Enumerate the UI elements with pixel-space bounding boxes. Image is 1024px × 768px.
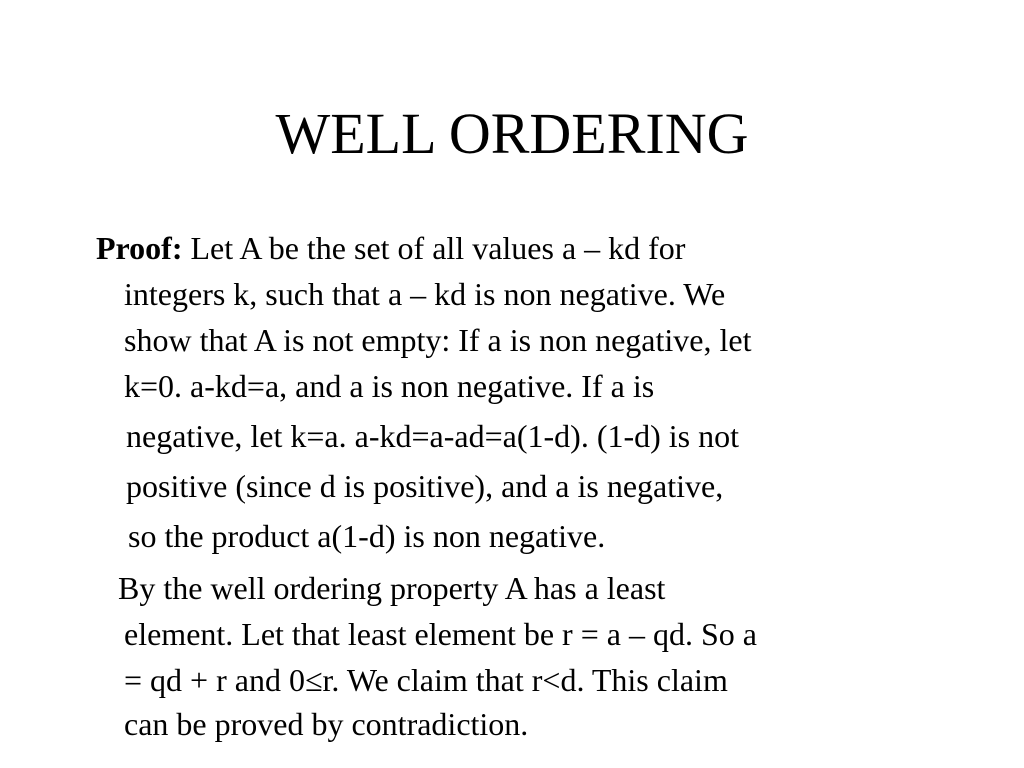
proof-line-1: Let A be the set of all values a – kd for: [190, 230, 686, 266]
para2-line-4: can be proved by contradiction.: [124, 706, 529, 742]
proof-line-5: negative, let k=a. a-kd=a-ad=a(1-d). (1-d) is not: [126, 418, 740, 454]
proof-line-3: show that A is not empty: If a is non negative, let: [124, 322, 752, 358]
proof-line-6: positive (since d is positive), and a is negative,: [126, 468, 724, 504]
proof-line-2: integers k, such that a – kd is non negative. We: [124, 276, 726, 312]
slide-title: WELL ORDERING: [275, 101, 749, 166]
proof-label: Proof:: [96, 230, 183, 266]
proof-first-line: [96, 228, 685, 268]
para2-line-2: element. Let that least element be r = a – qd. So a: [124, 616, 757, 652]
proof-line-7: so the product a(1-d) is non negative.: [128, 518, 606, 554]
proof-line-4: k=0. a-kd=a, and a is non negative. If a is: [124, 368, 655, 404]
para2-line-3: = qd + r and 0≤r. We claim that r<d. This claim: [124, 662, 728, 698]
para2-line-1: By the well ordering property A has a least: [118, 570, 666, 606]
